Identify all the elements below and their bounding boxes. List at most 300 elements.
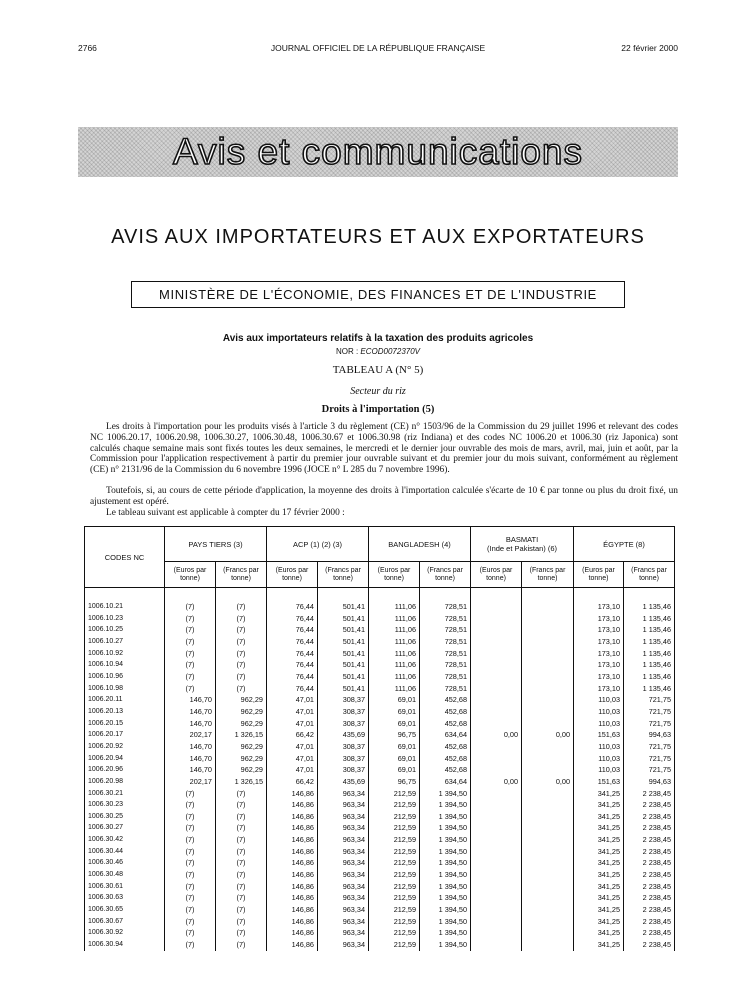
nc-code-cell: 1006.30.42 <box>85 834 165 846</box>
duty-value-cell: 728,51 <box>420 601 471 613</box>
duty-value-cell: 2 238,45 <box>624 892 675 904</box>
duty-value-cell: 501,41 <box>318 659 369 671</box>
duty-value-cell <box>471 694 522 706</box>
duty-value-cell <box>522 892 574 904</box>
table-row <box>85 753 675 765</box>
ministry-name: MINISTÈRE DE L'ÉCONOMIE, DES FINANCES ET DE L'INDUSTRIE <box>159 287 597 302</box>
duty-value-cell: 341,25 <box>574 857 624 869</box>
duty-value-cell: 47,01 <box>267 764 318 776</box>
duty-value-cell: 69,01 <box>369 741 420 753</box>
duty-value-cell: 501,41 <box>318 683 369 695</box>
duty-value-cell <box>471 869 522 881</box>
nc-code-cell: 1006.10.27 <box>85 636 165 648</box>
duty-value-cell: 963,34 <box>318 834 369 846</box>
duty-value-cell: 96,75 <box>369 729 420 741</box>
table-row <box>85 881 675 893</box>
duty-value-cell <box>522 659 574 671</box>
duty-value-cell: 1 394,50 <box>420 811 471 823</box>
acp-header: ACP (1) (2) (3) <box>267 527 369 562</box>
duty-value-cell <box>522 869 574 881</box>
duty-value-cell: 308,37 <box>318 764 369 776</box>
duty-value-cell: 146,86 <box>267 799 318 811</box>
duty-value-cell: 66,42 <box>267 729 318 741</box>
duty-value-cell: 47,01 <box>267 706 318 718</box>
section-title: AVIS AUX IMPORTATEURS ET AUX EXPORTATEURS <box>111 226 645 248</box>
notice-title: Avis aux importateurs relatifs à la taxation des produits agricoles <box>222 333 534 344</box>
nc-code-cell: 1006.10.92 <box>85 648 165 660</box>
duty-value-cell: 76,44 <box>267 648 318 660</box>
duty-value-cell: 963,34 <box>318 869 369 881</box>
duty-value-cell: 962,29 <box>216 753 267 765</box>
duty-value-cell: 963,34 <box>318 822 369 834</box>
duty-value-cell: 501,41 <box>318 613 369 625</box>
duty-value-cell: 994,63 <box>624 729 675 741</box>
duty-value-cell <box>471 718 522 730</box>
duty-value-cell <box>522 881 574 893</box>
duty-value-cell: (7) <box>216 613 267 625</box>
paragraph-3: Le tableau suivant est applicable à compter du 17 février 2000 : <box>106 508 345 518</box>
duty-value-cell: (7) <box>216 927 267 939</box>
duty-value-cell: (7) <box>165 659 216 671</box>
duty-value-cell: (7) <box>216 881 267 893</box>
table-row <box>85 624 675 636</box>
duty-value-cell: 212,59 <box>369 857 420 869</box>
table-row <box>85 776 675 788</box>
duty-value-cell: 2 238,45 <box>624 927 675 939</box>
duty-value-cell: 341,25 <box>574 846 624 858</box>
duty-value-cell: 452,68 <box>420 753 471 765</box>
duty-value-cell: 501,41 <box>318 601 369 613</box>
duty-value-cell: 146,86 <box>267 846 318 858</box>
duty-value-cell: 308,37 <box>318 741 369 753</box>
table-spacer-row <box>85 588 675 602</box>
duty-value-cell: 212,59 <box>369 834 420 846</box>
secteur-label: Secteur du riz <box>350 386 406 397</box>
duty-value-cell: 1 394,50 <box>420 869 471 881</box>
duty-value-cell: (7) <box>165 846 216 858</box>
duty-value-cell: 212,59 <box>369 904 420 916</box>
nc-code-cell: 1006.20.96 <box>85 764 165 776</box>
nor-reference <box>78 347 678 356</box>
duty-value-cell: 173,10 <box>574 636 624 648</box>
duty-value-cell: 111,06 <box>369 648 420 660</box>
duty-value-cell: 308,37 <box>318 753 369 765</box>
unit-francs-header: (Francs par tonne) <box>420 562 471 588</box>
duty-value-cell: (7) <box>216 683 267 695</box>
table-row <box>85 916 675 928</box>
duty-value-cell <box>522 671 574 683</box>
duty-value-cell: (7) <box>216 659 267 671</box>
duty-value-cell <box>522 857 574 869</box>
duty-value-cell: 1 135,46 <box>624 601 675 613</box>
nc-code-cell: 1006.30.48 <box>85 869 165 881</box>
duty-value-cell: 47,01 <box>267 753 318 765</box>
duty-value-cell <box>471 822 522 834</box>
duty-value-cell: 2 238,45 <box>624 857 675 869</box>
duty-value-cell: 1 394,50 <box>420 834 471 846</box>
duty-value-cell <box>522 718 574 730</box>
table-row <box>85 636 675 648</box>
duty-value-cell: 962,29 <box>216 694 267 706</box>
duty-value-cell: 146,70 <box>165 741 216 753</box>
duty-value-cell: 1 394,50 <box>420 881 471 893</box>
table-row <box>85 869 675 881</box>
duty-value-cell: 963,34 <box>318 846 369 858</box>
duty-value-cell: 728,51 <box>420 683 471 695</box>
duty-value-cell: 728,51 <box>420 613 471 625</box>
duty-value-cell: (7) <box>216 601 267 613</box>
duty-value-cell: 1 326,15 <box>216 776 267 788</box>
table-row <box>85 834 675 846</box>
duty-value-cell: 963,34 <box>318 857 369 869</box>
duty-value-cell: 2 238,45 <box>624 788 675 800</box>
duty-value-cell: (7) <box>165 869 216 881</box>
duty-value-cell: (7) <box>165 613 216 625</box>
duty-value-cell: 721,75 <box>624 718 675 730</box>
duty-value-cell: 111,06 <box>369 613 420 625</box>
duty-value-cell: 962,29 <box>216 741 267 753</box>
duty-value-cell: 341,25 <box>574 916 624 928</box>
duty-value-cell: (7) <box>216 822 267 834</box>
nc-code-cell: 1006.30.25 <box>85 811 165 823</box>
duty-value-cell: 721,75 <box>624 764 675 776</box>
duty-value-cell: (7) <box>165 601 216 613</box>
nc-code-cell: 1006.10.98 <box>85 683 165 695</box>
duty-value-cell: 962,29 <box>216 706 267 718</box>
duty-value-cell: (7) <box>165 927 216 939</box>
table-row <box>85 648 675 660</box>
duty-value-cell: 1 135,46 <box>624 613 675 625</box>
duty-value-cell: 2 238,45 <box>624 881 675 893</box>
duty-value-cell: 435,69 <box>318 776 369 788</box>
nor-code: ECOD0072370V <box>360 347 421 356</box>
basmati-header <box>471 527 574 562</box>
paragraph-2: Toutefois, si, au cours de cette période d'application, la moyenne des droits à l'importation calculée s'écarte de 10 € par tonne ou plus du droit fixé, un ajustement est opéré. <box>90 486 678 507</box>
duty-value-cell: 110,03 <box>574 718 624 730</box>
duty-value-cell: 1 394,50 <box>420 846 471 858</box>
duty-value-cell: 76,44 <box>267 671 318 683</box>
duty-value-cell <box>471 624 522 636</box>
duty-value-cell: (7) <box>216 904 267 916</box>
duty-value-cell: 1 394,50 <box>420 822 471 834</box>
duty-value-cell: 212,59 <box>369 916 420 928</box>
duty-value-cell: 721,75 <box>624 741 675 753</box>
duty-value-cell: 146,86 <box>267 939 318 951</box>
duty-value-cell: 341,25 <box>574 881 624 893</box>
table-row <box>85 694 675 706</box>
duty-value-cell: 634,64 <box>420 776 471 788</box>
pays-tiers-header: PAYS TIERS (3) <box>165 527 267 562</box>
duty-value-cell: 146,86 <box>267 788 318 800</box>
duty-value-cell: 146,86 <box>267 892 318 904</box>
duty-value-cell: 173,10 <box>574 659 624 671</box>
duty-value-cell: 1 394,50 <box>420 892 471 904</box>
duty-value-cell: (7) <box>216 892 267 904</box>
duty-value-cell <box>522 648 574 660</box>
duty-value-cell: (7) <box>216 648 267 660</box>
duty-value-cell: 146,86 <box>267 834 318 846</box>
duty-value-cell <box>471 764 522 776</box>
duty-value-cell: (7) <box>165 636 216 648</box>
duty-value-cell: 173,10 <box>574 671 624 683</box>
duty-value-cell <box>522 741 574 753</box>
duty-value-cell: (7) <box>216 939 267 951</box>
unit-francs-header: (Francs par tonne) <box>216 562 267 588</box>
duty-value-cell: 76,44 <box>267 624 318 636</box>
journal-title: JOURNAL OFFICIEL DE LA RÉPUBLIQUE FRANÇAISE <box>270 43 486 53</box>
table-row <box>85 764 675 776</box>
ministry-box <box>131 281 625 308</box>
paragraph-1: Les droits à l'importation pour les produits visés à l'article 3 du règlement (CE) n° 1503/96 de la Commission du 29 juillet 1996 et relevant des codes NC 1006.20.17, 1006.20.98, 1006.30.27, 1006.30.48, 1006.30.67 et 1006.30.98 (riz Indiana) et des codes NC 1006.20 et 1006.30 (riz Japonica) sont calculés chaque semaine mais sont fixés toutes les deux semaines, le mercredi et le dernier jour ouvrable des mois de mars, avril, mai, juin et août, par la Commission pour l'application respectivement à partir du premier jour ouvrable suivant et du premier jour du mois suivant, conformément au règlement (CE) n° 2131/96 de la Commission du 6 novembre 1996 (JOCE n° L 285 du 7 novembre 1996). <box>90 422 678 476</box>
duty-value-cell: (7) <box>216 624 267 636</box>
nc-code-cell: 1006.20.15 <box>85 718 165 730</box>
duty-value-cell: 2 238,45 <box>624 811 675 823</box>
duty-value-cell <box>522 764 574 776</box>
duty-value-cell: (7) <box>165 892 216 904</box>
duty-value-cell <box>471 846 522 858</box>
duty-value-cell: 1 135,46 <box>624 648 675 660</box>
nor-label: NOR : <box>335 347 361 356</box>
nc-code-cell: 1006.20.13 <box>85 706 165 718</box>
duty-value-cell <box>522 927 574 939</box>
duty-value-cell: 146,70 <box>165 718 216 730</box>
duty-value-cell: 728,51 <box>420 659 471 671</box>
nc-code-cell: 1006.20.92 <box>85 741 165 753</box>
duty-value-cell: 146,70 <box>165 753 216 765</box>
nc-code-cell: 1006.10.25 <box>85 624 165 636</box>
nc-code-cell: 1006.10.94 <box>85 659 165 671</box>
banner-title: Avis et communications <box>173 131 583 172</box>
duty-value-cell: 76,44 <box>267 659 318 671</box>
unit-euros-header: (Euros par tonne) <box>267 562 318 588</box>
duty-value-cell: (7) <box>165 857 216 869</box>
duty-value-cell: 212,59 <box>369 869 420 881</box>
table-row <box>85 729 675 741</box>
duty-value-cell: (7) <box>165 799 216 811</box>
duty-value-cell: 963,34 <box>318 927 369 939</box>
duty-value-cell: 1 135,46 <box>624 659 675 671</box>
duty-value-cell: 634,64 <box>420 729 471 741</box>
duty-value-cell: 962,29 <box>216 718 267 730</box>
unit-euros-header: (Euros par tonne) <box>165 562 216 588</box>
duty-value-cell <box>471 857 522 869</box>
duty-value-cell <box>522 636 574 648</box>
duty-value-cell: 341,25 <box>574 904 624 916</box>
duty-value-cell: (7) <box>165 648 216 660</box>
nc-code-cell: 1006.30.65 <box>85 904 165 916</box>
duty-value-cell: 111,06 <box>369 636 420 648</box>
duty-value-cell: 110,03 <box>574 741 624 753</box>
duty-value-cell: (7) <box>165 916 216 928</box>
table-row <box>85 939 675 951</box>
table-row <box>85 706 675 718</box>
duty-value-cell: 110,03 <box>574 694 624 706</box>
nc-code-cell: 1006.30.61 <box>85 881 165 893</box>
page-number: 2766 <box>78 43 97 53</box>
duty-value-cell: 47,01 <box>267 741 318 753</box>
table-row <box>85 671 675 683</box>
duty-value-cell: 2 238,45 <box>624 916 675 928</box>
duty-value-cell <box>471 659 522 671</box>
duty-value-cell: 146,86 <box>267 881 318 893</box>
duty-value-cell: (7) <box>216 799 267 811</box>
duty-value-cell: 110,03 <box>574 764 624 776</box>
duty-value-cell <box>471 788 522 800</box>
table-row <box>85 799 675 811</box>
table-row <box>85 659 675 671</box>
duty-value-cell: 341,25 <box>574 892 624 904</box>
duty-value-cell: 1 394,50 <box>420 927 471 939</box>
codes-nc-header: CODES NC <box>85 527 165 588</box>
duty-value-cell: 341,25 <box>574 788 624 800</box>
duty-value-cell: 146,86 <box>267 916 318 928</box>
table-row <box>85 904 675 916</box>
table-row <box>85 613 675 625</box>
nc-code-cell: 1006.10.21 <box>85 601 165 613</box>
duty-value-cell: 1 394,50 <box>420 939 471 951</box>
duty-value-cell: (7) <box>216 869 267 881</box>
duty-value-cell: 2 238,45 <box>624 904 675 916</box>
duty-value-cell: 69,01 <box>369 753 420 765</box>
duty-value-cell: 1 135,46 <box>624 636 675 648</box>
duty-value-cell: 47,01 <box>267 718 318 730</box>
table-row <box>85 683 675 695</box>
duty-value-cell: 212,59 <box>369 927 420 939</box>
duty-value-cell <box>471 753 522 765</box>
duty-value-cell: 501,41 <box>318 671 369 683</box>
nc-code-cell: 1006.20.98 <box>85 776 165 788</box>
duty-value-cell: 173,10 <box>574 601 624 613</box>
duty-value-cell: 728,51 <box>420 636 471 648</box>
duty-value-cell: (7) <box>165 834 216 846</box>
table-row <box>85 718 675 730</box>
duty-value-cell: 435,69 <box>318 729 369 741</box>
duty-value-cell: 2 238,45 <box>624 834 675 846</box>
nc-code-cell: 1006.30.63 <box>85 892 165 904</box>
duty-value-cell <box>471 927 522 939</box>
duty-value-cell: 69,01 <box>369 718 420 730</box>
duty-value-cell: 76,44 <box>267 613 318 625</box>
duty-value-cell: (7) <box>165 904 216 916</box>
duty-value-cell: 308,37 <box>318 706 369 718</box>
duty-value-cell: 452,68 <box>420 741 471 753</box>
duty-value-cell <box>471 741 522 753</box>
table-row <box>85 846 675 858</box>
duty-value-cell: 146,86 <box>267 857 318 869</box>
duty-value-cell: 963,34 <box>318 881 369 893</box>
nc-code-cell: 1006.30.23 <box>85 799 165 811</box>
duty-value-cell: 501,41 <box>318 636 369 648</box>
duty-value-cell <box>471 811 522 823</box>
duty-value-cell: 0,00 <box>471 776 522 788</box>
duty-value-cell: 2 238,45 <box>624 799 675 811</box>
duty-value-cell: 151,63 <box>574 729 624 741</box>
nc-code-cell: 1006.10.96 <box>85 671 165 683</box>
duty-value-cell <box>471 834 522 846</box>
duty-value-cell: 202,17 <box>165 729 216 741</box>
table-row <box>85 892 675 904</box>
duty-value-cell: 1 135,46 <box>624 671 675 683</box>
duty-value-cell: 963,34 <box>318 939 369 951</box>
duty-value-cell: 963,34 <box>318 892 369 904</box>
duty-value-cell: 994,63 <box>624 776 675 788</box>
duty-value-cell: 962,29 <box>216 764 267 776</box>
duty-value-cell: 111,06 <box>369 683 420 695</box>
bangladesh-header: BANGLADESH (4) <box>369 527 471 562</box>
table-row <box>85 927 675 939</box>
duty-value-cell: 452,68 <box>420 718 471 730</box>
duty-value-cell <box>471 939 522 951</box>
duty-value-cell: 146,86 <box>267 927 318 939</box>
duty-value-cell: 963,34 <box>318 788 369 800</box>
unit-euros-header: (Euros par tonne) <box>369 562 420 588</box>
duty-value-cell: 212,59 <box>369 788 420 800</box>
duty-value-cell: 69,01 <box>369 764 420 776</box>
duty-value-cell: 452,68 <box>420 764 471 776</box>
table-row <box>85 822 675 834</box>
duty-value-cell: 501,41 <box>318 648 369 660</box>
duty-value-cell <box>471 613 522 625</box>
duty-value-cell: (7) <box>165 671 216 683</box>
duty-value-cell: (7) <box>165 939 216 951</box>
nc-code-cell: 1006.10.23 <box>85 613 165 625</box>
duty-value-cell: 0,00 <box>471 729 522 741</box>
duty-value-cell: 111,06 <box>369 624 420 636</box>
duty-value-cell: (7) <box>165 683 216 695</box>
duty-value-cell: (7) <box>216 636 267 648</box>
duty-value-cell: 151,63 <box>574 776 624 788</box>
duty-value-cell: 69,01 <box>369 694 420 706</box>
duty-value-cell <box>522 613 574 625</box>
duty-value-cell: 2 238,45 <box>624 869 675 881</box>
duty-value-cell: (7) <box>165 822 216 834</box>
table-row <box>85 741 675 753</box>
duty-value-cell: 341,25 <box>574 869 624 881</box>
duty-value-cell: 2 238,45 <box>624 846 675 858</box>
duty-value-cell: 1 135,46 <box>624 683 675 695</box>
nc-code-cell: 1006.30.27 <box>85 822 165 834</box>
duty-value-cell: 212,59 <box>369 822 420 834</box>
duty-value-cell: 212,59 <box>369 939 420 951</box>
duty-value-cell: 47,01 <box>267 694 318 706</box>
duty-value-cell: 963,34 <box>318 811 369 823</box>
duty-value-cell: 308,37 <box>318 718 369 730</box>
duty-value-cell: 1 394,50 <box>420 799 471 811</box>
duty-value-cell: 212,59 <box>369 881 420 893</box>
unit-francs-header: (Francs par tonne) <box>522 562 574 588</box>
droits-heading: Droits à l'importation (5) <box>321 404 435 415</box>
nc-code-cell: 1006.20.17 <box>85 729 165 741</box>
duty-value-cell: 173,10 <box>574 683 624 695</box>
duty-value-cell: 341,25 <box>574 927 624 939</box>
duty-value-cell <box>522 822 574 834</box>
nc-code-cell: 1006.30.21 <box>85 788 165 800</box>
duty-value-cell: 341,25 <box>574 811 624 823</box>
duty-value-cell: 146,86 <box>267 811 318 823</box>
duty-value-cell: 110,03 <box>574 753 624 765</box>
duty-value-cell <box>522 939 574 951</box>
nc-code-cell: 1006.30.92 <box>85 927 165 939</box>
duty-value-cell: 110,03 <box>574 706 624 718</box>
duty-value-cell <box>522 834 574 846</box>
duty-value-cell <box>522 799 574 811</box>
duty-value-cell: 721,75 <box>624 706 675 718</box>
nc-code-cell: 1006.20.11 <box>85 694 165 706</box>
duty-value-cell: 2 238,45 <box>624 822 675 834</box>
duty-value-cell <box>522 683 574 695</box>
table-row <box>85 811 675 823</box>
duty-value-cell <box>522 753 574 765</box>
